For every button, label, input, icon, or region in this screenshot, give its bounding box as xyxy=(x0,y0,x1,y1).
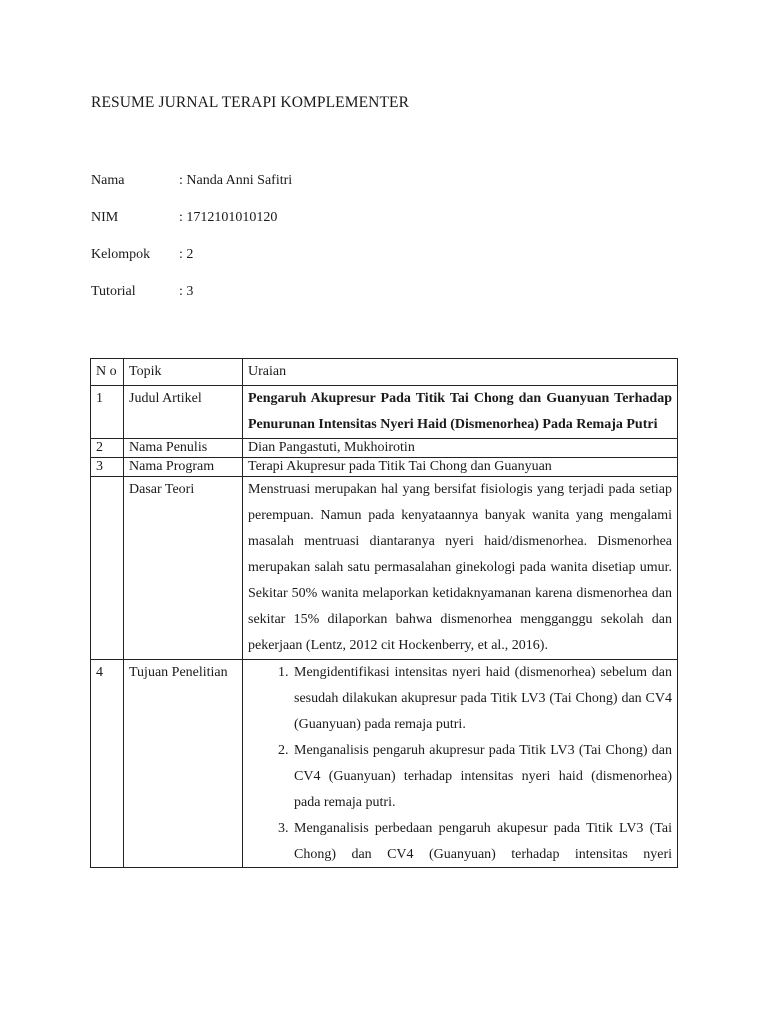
row-no xyxy=(91,477,124,660)
row-topik: Nama Program xyxy=(124,458,243,477)
identity-value: : 3 xyxy=(179,284,194,299)
research-aims-clip xyxy=(248,660,672,867)
table-row xyxy=(91,660,678,868)
research-aim-item: 1. Mengidentifikasi intensitas nyeri haid (dismenorhea) sebelum dan sesudah dilakukan akupresur pada Titik LV3 (Tai Chong) dan CV4 (Guanyuan) pada remaja putri. xyxy=(292,660,672,738)
identity-row-kelompok xyxy=(91,247,193,263)
identity-row-tutorial xyxy=(91,284,193,300)
identity-label: Kelompok xyxy=(91,247,151,262)
identity-label: Nama xyxy=(91,173,125,188)
row-no: 1 xyxy=(91,386,124,439)
identity-value: : 1712101010120 xyxy=(179,210,278,225)
research-aim-item: 3. Menganalisis perbedaan pengaruh akupesur pada Titik LV3 (Tai Chong) dan CV4 (Guanyuan) terhadap intensitas nyeri xyxy=(292,816,672,867)
row-topik: Nama Penulis xyxy=(124,439,243,458)
basic-theory-text: Menstruasi merupakan hal yang bersifat fisiologis yang terjadi pada setiap perempuan. Namun pada kenyataannya banyak wanita yang mengalami masalah mentruasi diantaranya nyeri haid/dismenorhea. Dismenorhea merupakan salah satu permasalahan ginekologi pada wanita disetiap umur. Sekitar 50% wanita melaporkan ketidaknyamanan karena dismenorhea dan sekitar 15% dilaporkan bahwa dismenorhea mengganggu sekolah dan pekerjaan (Lentz, 2012 cit Hockenberry, et al., 2016). xyxy=(243,477,678,660)
identity-value: : 2 xyxy=(179,247,194,262)
identity-label: Tutorial xyxy=(91,284,136,299)
article-title: Pengaruh Akupresur Pada Titik Tai Chong dan Guanyuan Terhadap Penurunan Intensitas Nyeri Haid (Dismenorhea) Pada Remaja Putri xyxy=(243,386,678,439)
table-row xyxy=(91,477,678,660)
research-aim-item: 2. Menganalisis pengaruh akupresur pada Titik LV3 (Tai Chong) dan CV4 (Guanyuan) terhadap intensitas nyeri haid (dismenorhea) pada remaja putri. xyxy=(292,738,672,816)
header-no: N o xyxy=(91,359,124,386)
table-row xyxy=(91,458,678,477)
program-name: Terapi Akupresur pada Titik Tai Chong dan Guanyuan xyxy=(243,458,678,477)
identity-value: : Nanda Anni Safitri xyxy=(179,173,293,188)
header-topik: Topik xyxy=(124,359,243,386)
row-topik: Judul Artikel xyxy=(124,386,243,439)
header-uraian: Uraian xyxy=(243,359,678,386)
table-row xyxy=(91,386,678,439)
research-aims-cell xyxy=(243,660,678,868)
document-title: RESUME JURNAL TERAPI KOMPLEMENTER xyxy=(91,94,410,111)
identity-row-nim xyxy=(91,210,277,226)
identity-label: NIM xyxy=(91,210,119,225)
row-topik: Dasar Teori xyxy=(124,477,243,660)
identity-row-nama xyxy=(91,173,292,189)
row-no: 4 xyxy=(91,660,124,868)
author-names: Dian Pangastuti, Mukhoirotin xyxy=(243,439,678,458)
table-header-row xyxy=(91,359,678,386)
table-row xyxy=(91,439,678,458)
resume-table xyxy=(90,358,678,868)
row-no: 3 xyxy=(91,458,124,477)
row-no: 2 xyxy=(91,439,124,458)
row-topik: Tujuan Penelitian xyxy=(124,660,243,868)
research-aims-list xyxy=(248,660,672,867)
